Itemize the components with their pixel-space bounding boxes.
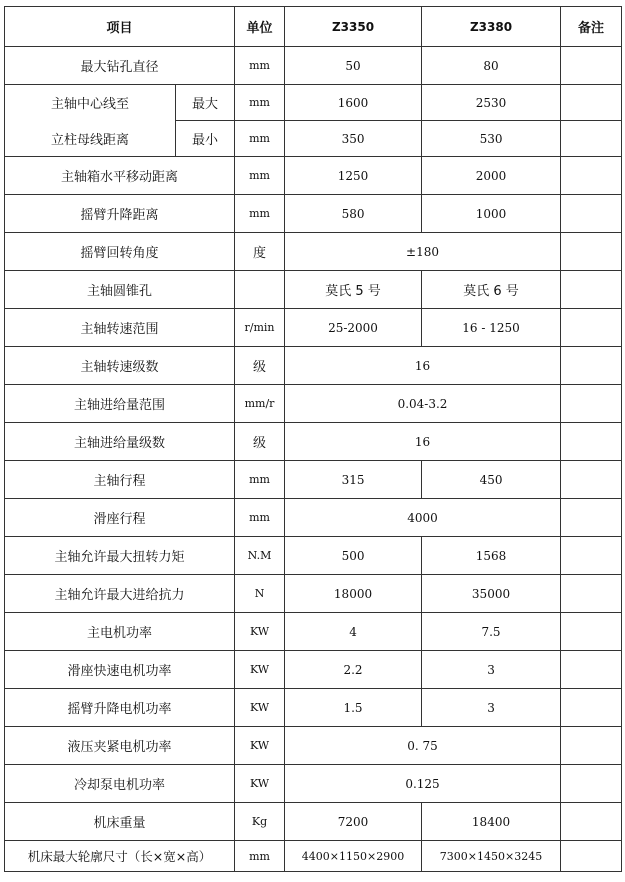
row-max-torque — [5, 537, 622, 575]
header-row — [5, 7, 622, 47]
value-a: 4400×1150×2900 — [285, 841, 422, 872]
row-label: 滑座行程 — [5, 499, 235, 537]
row-label: 主轴转速级数 — [5, 347, 235, 385]
row-max-feed-force — [5, 575, 622, 613]
row-label: 液压夹紧电机功率 — [5, 727, 235, 765]
value-a: 1600 — [285, 85, 422, 121]
row-label: 主轴允许最大扭转力矩 — [5, 537, 235, 575]
note-cell — [561, 689, 622, 727]
value-a: 50 — [285, 47, 422, 85]
row-unit: KW — [235, 689, 285, 727]
row-label: 滑座快速电机功率 — [5, 651, 235, 689]
row-unit: KW — [235, 765, 285, 803]
row-speed-range — [5, 309, 622, 347]
note-cell — [561, 841, 622, 872]
value-a: 2.2 — [285, 651, 422, 689]
note-cell — [561, 385, 622, 423]
value-b: 80 — [422, 47, 561, 85]
row-hydraulic-motor — [5, 727, 622, 765]
note-cell — [561, 157, 622, 195]
note-cell — [561, 85, 622, 121]
row-unit: 度 — [235, 233, 285, 271]
row-unit: mm — [235, 499, 285, 537]
row-unit: 级 — [235, 347, 285, 385]
row-slide-travel — [5, 499, 622, 537]
value-b: 450 — [422, 461, 561, 499]
row-max-drill — [5, 47, 622, 85]
row-label: 机床最大轮廓尺寸（长×宽×高） — [5, 841, 235, 872]
row-unit: mm — [235, 121, 285, 157]
note-cell — [561, 195, 622, 233]
row-unit: N.M — [235, 537, 285, 575]
value-b: 7300×1450×3245 — [422, 841, 561, 872]
row-unit: mm — [235, 47, 285, 85]
value-b: 1568 — [422, 537, 561, 575]
value-b: 3 — [422, 689, 561, 727]
row-label: 机床重量 — [5, 803, 235, 841]
spec-table — [4, 6, 622, 872]
row-unit: mm — [235, 195, 285, 233]
row-unit: r/min — [235, 309, 285, 347]
header-item: 项目 — [5, 7, 235, 47]
row-unit: Kg — [235, 803, 285, 841]
note-cell — [561, 461, 622, 499]
value-a: 莫氏 5 号 — [285, 271, 422, 309]
value-b: 18400 — [422, 803, 561, 841]
value-b: 莫氏 6 号 — [422, 271, 561, 309]
value-b: 7.5 — [422, 613, 561, 651]
row-slide-motor — [5, 651, 622, 689]
row-headstock-travel — [5, 157, 622, 195]
note-cell — [561, 803, 622, 841]
value-a: 4 — [285, 613, 422, 651]
row-label: 摇臂回转角度 — [5, 233, 235, 271]
row-label: 最大钻孔直径 — [5, 47, 235, 85]
row-label: 主轴允许最大进给抗力 — [5, 575, 235, 613]
row-label: 主电机功率 — [5, 613, 235, 651]
row-unit — [235, 271, 285, 309]
header-note: 备注 — [561, 7, 622, 47]
value-shared: ±180 — [285, 233, 561, 271]
row-unit: 级 — [235, 423, 285, 461]
row-unit: KW — [235, 727, 285, 765]
row-dimensions — [5, 841, 622, 872]
row-label: 冷却泵电机功率 — [5, 765, 235, 803]
row-coolant-motor — [5, 765, 622, 803]
row-main-motor — [5, 613, 622, 651]
note-cell — [561, 537, 622, 575]
note-cell — [561, 727, 622, 765]
row-unit: N — [235, 575, 285, 613]
sub-label-min: 最小 — [176, 121, 235, 157]
row-label-top: 主轴中心线至 — [5, 85, 176, 121]
note-cell — [561, 499, 622, 537]
header-model-b: Z3380 — [422, 7, 561, 47]
row-spindle-dist-min — [5, 121, 622, 157]
note-cell — [561, 423, 622, 461]
row-arm-rotate — [5, 233, 622, 271]
row-label: 主轴进给量范围 — [5, 385, 235, 423]
value-a: 350 — [285, 121, 422, 157]
value-shared: 16 — [285, 423, 561, 461]
value-a: 1.5 — [285, 689, 422, 727]
row-unit: mm — [235, 157, 285, 195]
value-a: 500 — [285, 537, 422, 575]
row-arm-lift — [5, 195, 622, 233]
value-a: 1250 — [285, 157, 422, 195]
row-spindle-dist-max — [5, 85, 622, 121]
value-b: 16 - 1250 — [422, 309, 561, 347]
sub-label-max: 最大 — [176, 85, 235, 121]
row-unit: mm — [235, 85, 285, 121]
row-weight — [5, 803, 622, 841]
value-b: 35000 — [422, 575, 561, 613]
note-cell — [561, 347, 622, 385]
row-label: 主轴箱水平移动距离 — [5, 157, 235, 195]
value-shared: 0.125 — [285, 765, 561, 803]
value-a: 7200 — [285, 803, 422, 841]
row-unit: KW — [235, 651, 285, 689]
note-cell — [561, 613, 622, 651]
row-feed-steps — [5, 423, 622, 461]
note-cell — [561, 121, 622, 157]
note-cell — [561, 651, 622, 689]
value-b: 3 — [422, 651, 561, 689]
value-a: 18000 — [285, 575, 422, 613]
row-unit: mm/r — [235, 385, 285, 423]
row-speed-steps — [5, 347, 622, 385]
row-taper — [5, 271, 622, 309]
value-b: 2000 — [422, 157, 561, 195]
row-feed-range — [5, 385, 622, 423]
note-cell — [561, 47, 622, 85]
value-b: 1000 — [422, 195, 561, 233]
row-label: 主轴进给量级数 — [5, 423, 235, 461]
note-cell — [561, 765, 622, 803]
value-shared: 0.04-3.2 — [285, 385, 561, 423]
value-a: 580 — [285, 195, 422, 233]
note-cell — [561, 309, 622, 347]
value-b: 2530 — [422, 85, 561, 121]
value-shared: 0. 75 — [285, 727, 561, 765]
row-label: 摇臂升降距离 — [5, 195, 235, 233]
note-cell — [561, 271, 622, 309]
row-label: 主轴圆锥孔 — [5, 271, 235, 309]
value-a: 315 — [285, 461, 422, 499]
row-label: 摇臂升降电机功率 — [5, 689, 235, 727]
value-a: 25-2000 — [285, 309, 422, 347]
value-shared: 16 — [285, 347, 561, 385]
row-unit: KW — [235, 613, 285, 651]
row-label: 主轴转速范围 — [5, 309, 235, 347]
row-spindle-stroke — [5, 461, 622, 499]
note-cell — [561, 575, 622, 613]
header-model-a: Z3350 — [285, 7, 422, 47]
row-unit: mm — [235, 841, 285, 872]
row-arm-motor — [5, 689, 622, 727]
row-label-bottom: 立柱母线距离 — [5, 121, 176, 157]
row-label: 主轴行程 — [5, 461, 235, 499]
row-unit: mm — [235, 461, 285, 499]
value-b: 530 — [422, 121, 561, 157]
header-unit: 单位 — [235, 7, 285, 47]
note-cell — [561, 233, 622, 271]
value-shared: 4000 — [285, 499, 561, 537]
